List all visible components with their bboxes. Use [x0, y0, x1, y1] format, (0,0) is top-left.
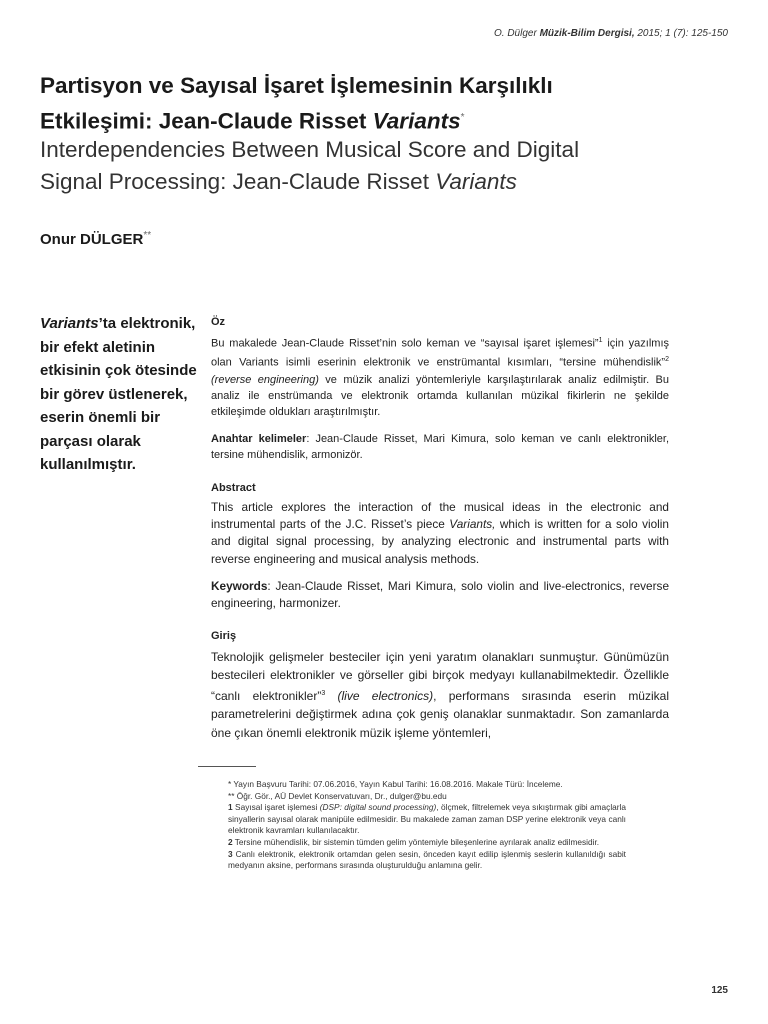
- footnote-3: 3 Canlı elektronik, elektronik ortamdan gelen sesin, önceden kayıt edilip işlenmiş seslerin kullanıldığı sabit medyanın aksine, performans sırasında oluşturulduğu anlamına gelir.: [228, 848, 626, 871]
- footnotes: [228, 779, 626, 872]
- running-header: [494, 28, 728, 39]
- footnote-ref-2[interactable]: 2: [665, 356, 669, 364]
- title-tr-line2: Etkileşimi: Jean-Claude Risset Variants*: [40, 108, 465, 134]
- title-turkish: [40, 70, 730, 138]
- footnote-1: 1 Sayısal işaret işlemesi (DSP: digital sound processing), ölçmek, filtrelemek veya sıkıştırmak gibi amaçlarla sinyallerin sayısal olarak manipüle edilmesidir. Bu makalede zaman zaman DSP yerine elektronik veya canlı elektronik kavramları kullanılacaktır.: [228, 802, 626, 836]
- oz-paragraph: Bu makalede Jean-Claude Risset’nin solo keman ve “sayısal işaret işlemesi”$^1$ için yazılmış olan Variants isimli eserinin elektronik ve enstrümantal kısımları, “tersine mühendislik”$^2$ (reverse engineering) ve müzik analizi yöntemleriyle karşılaştırılarak analiz edilmiştir. Bu analiz ile enstrümanda ve elektronik ortamda kullanılan müzikal fikirlerin ne şekilde etkileşimde oldukları araştırılmıştır.: [211, 337, 670, 419]
- anahtar-kelimeler: Anahtar kelimeler: Jean-Claude Risset, Mari Kimura, solo keman ve canlı elektronikler, tersine mühendislik, armonizör.: [211, 432, 669, 462]
- header-citation: 2015; 1 (7): 125-150: [637, 28, 728, 39]
- title-tr-line1: Partisyon ve Sayısal İşaret İşlemesinin Karşılıklı: [40, 73, 553, 98]
- footnote-double-star: ** Öğr. Gör., AÜ Devlet Konservatuvarı, Dr., dulger@bu.edu: [228, 790, 447, 801]
- header-journal: Müzik-Bilim Dergisi,: [539, 28, 635, 39]
- title-en-line2: Signal Processing: Jean-Claude Risset Variants: [40, 169, 517, 194]
- title-footnote-marker: *: [460, 112, 465, 123]
- pull-quote: Variants’ta elektronik, bir efekt aletinin etkisinin çok ötesinde bir görev üstlenerek, eserin önemli bir parçası olarak kullanılmıştır.: [40, 315, 197, 473]
- abstract-heading: Abstract: [211, 481, 256, 494]
- title-english: [40, 134, 730, 198]
- header-author: O. Dülger: [494, 28, 537, 39]
- footnote-2: 2 Tersine mühendislik, bir sistemin tümden gelim yöntemiyle bileşenlerine ayrılarak analiz edilmesidir.: [228, 836, 600, 847]
- footnote-star: * Yayın Başvuru Tarihi: 07.06.2016, Yayın Kabul Tarihi: 16.08.2016. Makale Türü: İnceleme.: [228, 779, 563, 789]
- footnote-ref-1[interactable]: 1: [598, 337, 603, 345]
- main-column: [211, 314, 669, 743]
- giris-heading: Giriş: [211, 630, 237, 643]
- abstract-paragraph: This article explores the interaction of the musical ideas in the electronic and instrumental parts of the J.C. Risset’s piece Variants, which is written for a solo violin and digital signal processing, by analyzing electronic and instrumental parts with reverse engineering and musical analysis methods.: [211, 499, 669, 566]
- footnote-divider: [198, 766, 256, 767]
- keywords: Keywords: Jean-Claude Risset, Mari Kimura, solo violin and live-electronics, reverse engineering, harmonizer.: [211, 578, 669, 610]
- oz-heading: Öz: [211, 316, 226, 328]
- page-number: 125: [711, 985, 728, 996]
- footnote-ref-3[interactable]: 3: [321, 689, 326, 697]
- title-en-line1: Interdependencies Between Musical Score and Digital: [40, 137, 580, 162]
- author-footnote-marker: **: [143, 230, 152, 241]
- author-name: Onur DÜLGER**: [40, 230, 152, 248]
- giris-paragraph: Teknolojik gelişmeler besteciler için yeni yaratım olanakları sunmuştur. Günümüzün bestecileri elektronikler ve görseller gibi birçok medyayı kullanabilmektedir. Özellikle “canlı elektronikler”$^3$ (live electronics), performans sırasında eserin müzikal parametrelerini değiştirmek adına çok geniş olanaklar sunmaktadır. Son zamanlarda öne çıkan önemli elektronik müzik işleme yöntemleri,: [211, 649, 669, 740]
